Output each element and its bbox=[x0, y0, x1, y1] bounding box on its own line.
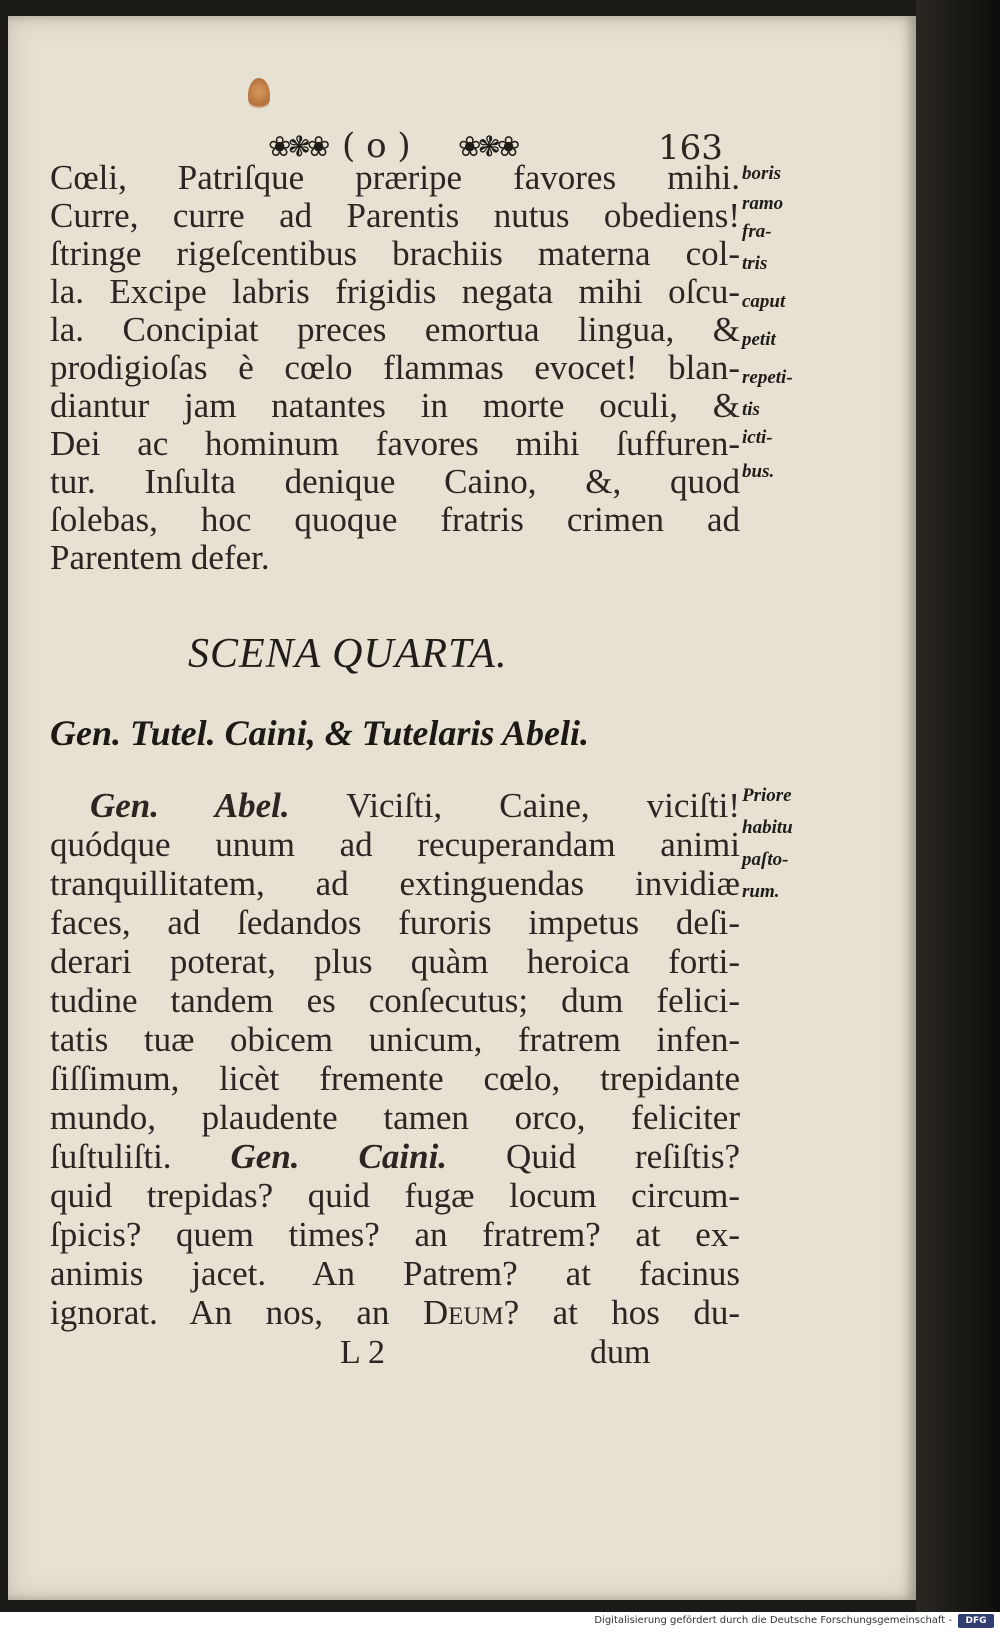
text-line bbox=[50, 1293, 740, 1333]
text-line: ſolebas, hoc quoque fratris crimen ad bbox=[50, 500, 740, 539]
text-line: faces, ad ſedandos furoris impetus deſi- bbox=[50, 903, 740, 942]
margin-note: ramo bbox=[742, 193, 784, 214]
catchword: dum bbox=[590, 1334, 651, 1371]
book-spine-shadow bbox=[916, 0, 1000, 1612]
margin-note: rum. bbox=[742, 881, 780, 902]
text-line: prodigioſas è cœlo flammas evocet! blan- bbox=[50, 348, 740, 387]
text-line: tatis tuæ obicem unicum, fratrem infen- bbox=[50, 1020, 740, 1059]
text-line: derari poterat, plus quàm heroica forti- bbox=[50, 942, 740, 981]
page-number: 163 bbox=[658, 128, 723, 168]
text-line: tur. Inſulta denique Caino, &, quod bbox=[50, 462, 740, 501]
text-line bbox=[50, 1137, 740, 1177]
text-line: animis jacet. An Patrem? at facinus bbox=[50, 1254, 740, 1293]
book-page bbox=[8, 16, 916, 1600]
header-mark: ( o ) bbox=[342, 126, 411, 166]
text-line: la. Concipiat preces emortua lingua, & bbox=[50, 310, 740, 349]
text-line: quódque unum ad recuperandam animi bbox=[50, 825, 740, 864]
funding-credit: Digitalisierung gefördert durch die Deutsche Forschungsgemeinschaft - bbox=[594, 1615, 952, 1626]
speech-text: ſuſtuliſti. bbox=[50, 1137, 172, 1176]
text-line: Dei ac hominum favores mihi ſuffuren- bbox=[50, 424, 740, 463]
text-line bbox=[90, 786, 740, 826]
ink-stain bbox=[248, 78, 270, 112]
margin-note: Priore bbox=[742, 785, 792, 806]
speech-text: Quid reſiſtis? bbox=[506, 1137, 740, 1176]
margin-note: tris bbox=[742, 253, 768, 274]
text-line: mundo, plaudente tamen orco, feliciter bbox=[50, 1098, 740, 1137]
text-line: la. Excipe labris frigidis negata mihi oſcu- bbox=[50, 272, 740, 311]
margin-note: boris bbox=[742, 163, 782, 184]
text-line: tranquillitatem, ad extinguendas invidiæ bbox=[50, 864, 740, 903]
scene-title: SCENA QUARTA. bbox=[188, 631, 508, 677]
speech-text: Deum bbox=[422, 1293, 504, 1332]
text-line: Curre, curre ad Parentis nutus obediens! bbox=[50, 196, 740, 235]
margin-note: habitu bbox=[742, 817, 793, 838]
speech-text: ? at hos du- bbox=[503, 1293, 741, 1332]
ornament-right-icon: ❀❃❀ bbox=[458, 130, 517, 163]
text-line: ſpicis? quem times? an fratrem? at ex- bbox=[50, 1215, 740, 1254]
margin-note: fra- bbox=[742, 221, 772, 242]
speaker-label: Gen. Caini. bbox=[230, 1137, 448, 1176]
text-line: ſtringe rigeſcentibus brachiis materna col- bbox=[50, 234, 740, 273]
page-footer bbox=[50, 1334, 740, 1376]
text-line: Cœli, Patriſque præripe favores mihi. bbox=[50, 158, 740, 197]
dfg-logo-icon: DFG bbox=[958, 1614, 994, 1628]
margin-note: caput bbox=[742, 291, 786, 312]
margin-note: tis bbox=[742, 399, 760, 420]
speech-text: ignorat. An nos, an bbox=[50, 1293, 390, 1332]
ornament-left-icon: ❀❃❀ bbox=[268, 130, 327, 163]
margin-note: bus. bbox=[742, 461, 775, 482]
text-line: Parentem defer. bbox=[50, 538, 270, 577]
margin-note: repeti- bbox=[742, 367, 793, 388]
signature-mark: L 2 bbox=[340, 1334, 386, 1371]
speaker-label: Gen. Abel. bbox=[90, 786, 290, 825]
margin-note: icti- bbox=[742, 427, 773, 448]
text-line: tudine tandem es conſecutus; dum felici- bbox=[50, 981, 740, 1020]
text-line: ſiſſimum, licèt fremente cœlo, trepidante bbox=[50, 1059, 740, 1098]
credit-bar bbox=[0, 1612, 1000, 1632]
margin-note: paſto- bbox=[742, 849, 789, 870]
dramatis-personae: Gen. Tutel. Caini, & Tutelaris Abeli. bbox=[50, 713, 590, 753]
margin-note: petit bbox=[742, 329, 776, 350]
text-line: quid trepidas? quid fugæ locum circum- bbox=[50, 1176, 740, 1215]
text-line: diantur jam natantes in morte oculi, & bbox=[50, 386, 740, 425]
speech-text: Viciſti, Caine, viciſti! bbox=[346, 786, 740, 825]
